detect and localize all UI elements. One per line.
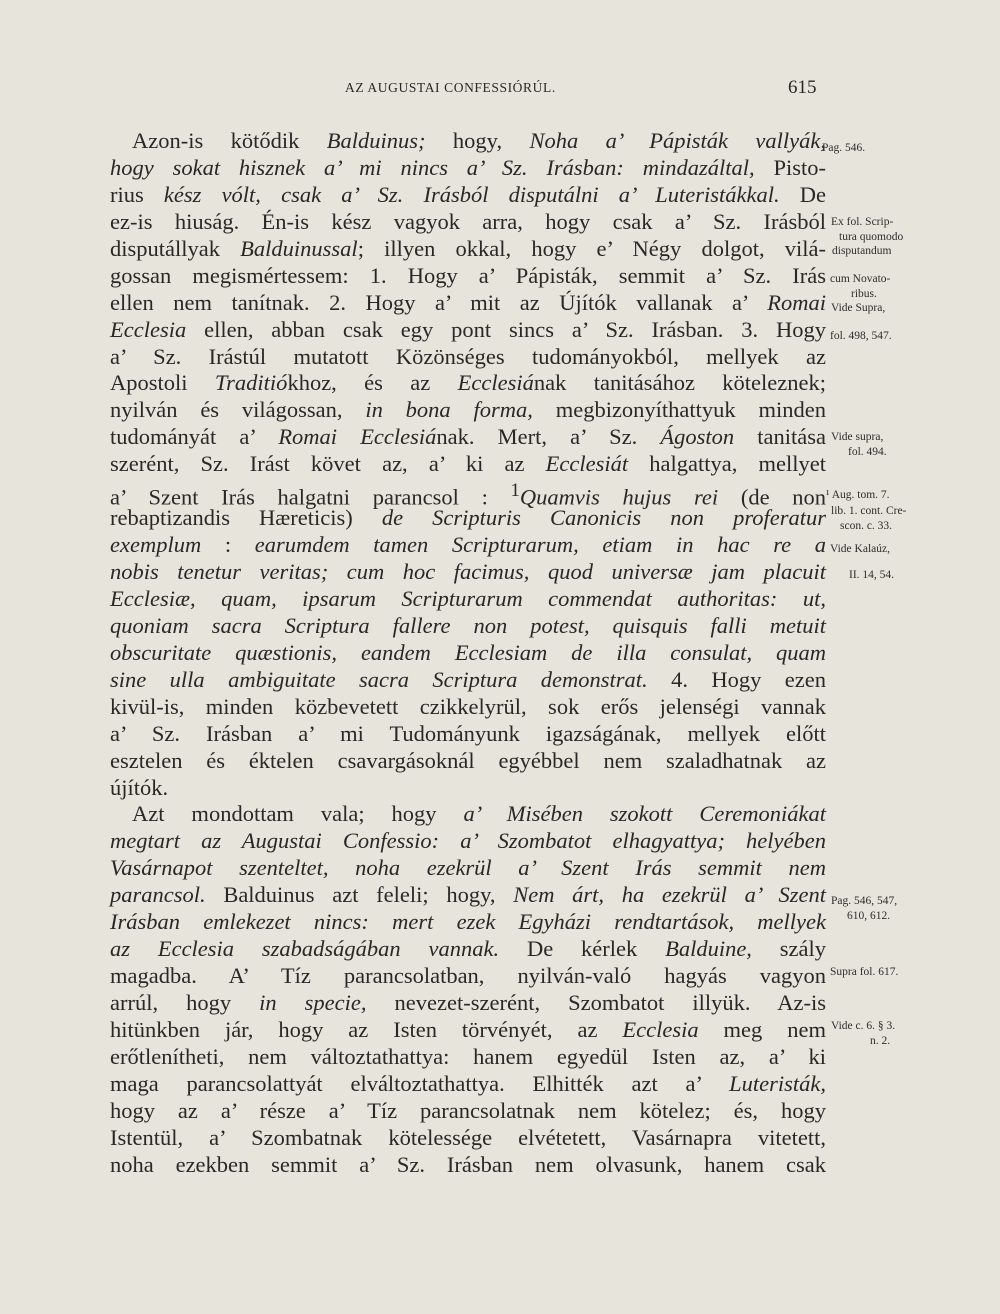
text-line: arrúl, hogy in specie, nevezet-szerént, Szombatot illyük. Az-is bbox=[110, 990, 827, 1015]
margin-note: tura quomodo bbox=[839, 231, 904, 243]
margin-note: Ex fol. Scrip- bbox=[831, 216, 894, 228]
margin-note: disputandum bbox=[832, 245, 892, 257]
text-line: Ecclesiæ, quam, ipsarum Scripturarum commendat authoritas: ut, bbox=[110, 585, 826, 611]
margin-note: Pag. 546. bbox=[822, 142, 866, 154]
text-line: nyilván és világossan, in bona forma, megbizonyíthattyuk minden bbox=[110, 397, 826, 423]
text-line: disputállyak Balduinussal; illyen okkal, hogy e’ Négy dolgot, vilá- bbox=[110, 235, 826, 261]
text-line: ez-is hiuság. Én-is kész vagyok arra, hogy csak a’ Sz. Irásból bbox=[110, 208, 826, 234]
text-line: rius kész vólt, csak a’ Sz. Irásból disputálni a’ Luteristákkal. De bbox=[110, 181, 826, 207]
text-line: Apostoli Traditiókhoz, és az Ecclesiának tanitásához köteleznek; bbox=[110, 370, 826, 396]
text-line: Azon-is kötődik Balduinus; hogy, Noha a’ Pápisták vallyák, bbox=[132, 128, 826, 153]
text-line: obscuritate quæstionis, eandem Ecclesiam de illa consulat, quam bbox=[110, 639, 826, 665]
text-line: Azt mondottam vala; hogy a’ Misében szokott Ceremoniákat bbox=[132, 801, 826, 827]
margin-note: Vide Supra, bbox=[831, 302, 886, 314]
text-line: parancsol. Balduinus azt feleli; hogy, Nem árt, ha ezekrül a’ Szent bbox=[110, 882, 826, 908]
margin-note: Vide Kalaúz, bbox=[830, 543, 890, 555]
text-line: hogy az a’ része a’ Tíz parancsolatnak nem kötelez; és, hogy bbox=[110, 1097, 826, 1123]
margin-note: Pag. 546, 547, bbox=[831, 895, 898, 907]
margin-note: 610, 612. bbox=[847, 910, 891, 922]
text-line: a’ Szent Irás halgatni parancsol : $^1$Quamvis hujus rei (de non bbox=[110, 480, 826, 510]
text-line: szerént, Sz. Irást követ az, a’ ki az Ecclesiát halgattya, mellyet bbox=[110, 451, 826, 477]
margin-note: fol. 494. bbox=[848, 446, 887, 458]
text-line: sine ulla ambiguitate sacra Scriptura demonstrat. 4. Hogy ezen bbox=[110, 666, 826, 692]
text-line: esztelen és éktelen csavargásoknál egyébbel nem szaladhatnak az bbox=[110, 747, 826, 773]
text-line: tudományát a’ Romai Ecclesiának. Mert, a’ Sz. Ágoston tanitása bbox=[110, 424, 826, 450]
page-number: 615 bbox=[788, 77, 817, 98]
text-line: hitünkben jár, hogy az Isten törvényét, az Ecclesia meg nem bbox=[110, 1016, 826, 1042]
text-line: Istentül, a’ Szombatnak kötelessége elvétetett, Vasárnapra vitetett, bbox=[110, 1124, 826, 1150]
text-line: Irásban emlekezet nincs: mert ezek Egyházi rendtartások, mellyek bbox=[110, 909, 826, 935]
text-line: erőtlenítheti, nem változtathattya: hanem egyedül Isten az, a’ ki bbox=[110, 1043, 826, 1069]
text-line: rebaptizandis Hæreticis) de Scripturis Canonicis non proferatur bbox=[110, 505, 826, 531]
text-line: nobis tenetur veritas; cum hoc facimus, quod universæ jam placuit bbox=[110, 559, 826, 584]
text-line: az Ecclesia szabadságában vannak. De kérlek Balduine, szály bbox=[110, 936, 827, 962]
text-line: exemplum : earumdem tamen Scripturarum, etiam in hac re a bbox=[110, 532, 826, 558]
text-line: noha ezekben semmit a’ Sz. Irásban nem olvasunk, hanem csak bbox=[110, 1151, 826, 1177]
margin-note: ribus. bbox=[851, 288, 877, 300]
text-line: Ecclesia ellen, abban csak egy pont sincs a’ Sz. Irásban. 3. Hogy bbox=[110, 316, 826, 342]
text-line: maga parancsolattyát elváltoztathattya. Elhitték azt a’ Luteristák, bbox=[110, 1070, 826, 1096]
text-line: magadba. A’ Tíz parancsolatban, nyilván-való hagyás vagyon bbox=[110, 963, 826, 989]
running-head-title: AZ AUGUSTAI CONFESSIÓRÚL. bbox=[345, 80, 556, 95]
text-line: Vasárnapot szenteltet, noha ezekrül a’ Szent Irás semmit nem bbox=[110, 855, 826, 881]
margin-note: Supra fol. 617. bbox=[830, 966, 899, 978]
text-line: quoniam sacra Scriptura fallere non potest, quisquis falli metuit bbox=[110, 612, 826, 638]
margin-note: n. 2. bbox=[870, 1035, 891, 1047]
margin-note: II. 14, 54. bbox=[849, 569, 895, 581]
text-line: a’ Sz. Irásban a’ mi Tudományunk igazságának, mellyek előtt bbox=[110, 720, 826, 746]
margin-note: Vide c. 6. § 3. bbox=[831, 1020, 896, 1032]
text-line: kivül-is, minden közbevetett czikkelyrül, sok erős jelenségi vannak bbox=[110, 693, 826, 719]
text-line: újítók. bbox=[110, 774, 169, 800]
text-line: ellen nem tanítnak. 2. Hogy a’ mit az Újítók vallanak a’ Romai bbox=[110, 289, 826, 315]
text-line: hogy sokat hisznek a’ mi nincs a’ Sz. Irásban: mindazáltal, Pisto- bbox=[110, 154, 826, 180]
text-line: megtart az Augustai Confessio: a’ Szombatot elhagyattya; helyében bbox=[110, 828, 826, 854]
margin-note: fol. 498, 547. bbox=[830, 330, 892, 342]
text-line: a’ Sz. Irástúl mutatott Közönséges tudományokból, mellyek az bbox=[110, 343, 826, 369]
margin-note: Vide supra, bbox=[831, 431, 884, 443]
margin-note: ¹ Aug. tom. 7. bbox=[826, 489, 890, 501]
margin-note: lib. 1. cont. Cre- bbox=[831, 505, 907, 517]
margin-note: cum Novato- bbox=[830, 273, 891, 285]
margin-note: scon. c. 33. bbox=[840, 520, 893, 532]
text-line: gossan megismértessem: 1. Hogy a’ Pápisták, semmit a’ Sz. Irás bbox=[110, 262, 826, 288]
